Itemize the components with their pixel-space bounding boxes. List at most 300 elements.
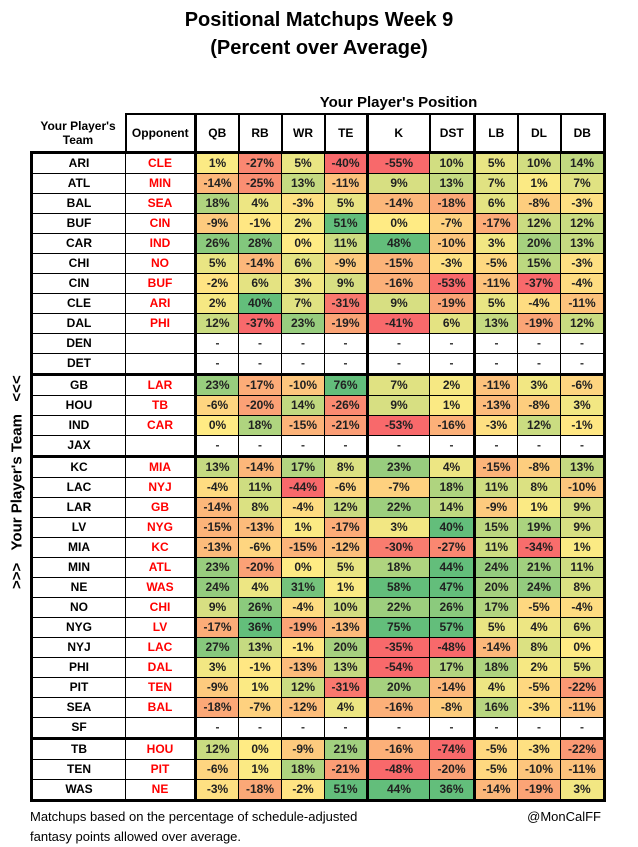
column-header-db: DB bbox=[561, 114, 605, 153]
table-row-hou bbox=[32, 396, 605, 416]
team-column-header: Your Player's Team bbox=[32, 114, 126, 153]
table-row-nyj bbox=[32, 638, 605, 658]
table-row-ten bbox=[32, 760, 605, 780]
matchup-cell-bal-qb: 18% bbox=[196, 194, 239, 214]
matchup-cell-sf-qb: - bbox=[196, 718, 239, 739]
team-cell: LV bbox=[32, 518, 126, 538]
matchup-cell-ten-db: -11% bbox=[561, 760, 605, 780]
matchup-cell-min-k: 18% bbox=[368, 558, 430, 578]
matchup-cell-sea-dl: -3% bbox=[518, 698, 561, 718]
matchup-cell-pit-dl: -5% bbox=[518, 678, 561, 698]
matchup-cell-det-te: - bbox=[325, 354, 368, 375]
matchup-cell-no-rb: 26% bbox=[239, 598, 282, 618]
matchup-cell-kc-db: 13% bbox=[561, 457, 605, 478]
matchup-cell-hou-k: 9% bbox=[368, 396, 430, 416]
matchup-cell-buf-dl: 12% bbox=[518, 214, 561, 234]
matchup-cell-ne-dst: 47% bbox=[430, 578, 475, 598]
matchup-cell-car-k: 48% bbox=[368, 234, 430, 254]
matchup-cell-ne-wr: 31% bbox=[282, 578, 325, 598]
matchup-cell-mia-dl: -34% bbox=[518, 538, 561, 558]
team-cell: LAC bbox=[32, 478, 126, 498]
matchup-cell-hou-db: 3% bbox=[561, 396, 605, 416]
matchup-cell-lv-lb: 15% bbox=[475, 518, 518, 538]
table-row-atl bbox=[32, 174, 605, 194]
table-header bbox=[32, 114, 605, 153]
matchup-cell-den-wr: - bbox=[282, 334, 325, 354]
team-cell: NYJ bbox=[32, 638, 126, 658]
matchup-cell-buf-lb: -17% bbox=[475, 214, 518, 234]
column-header-dst: DST bbox=[430, 114, 475, 153]
opponent-cell: NE bbox=[126, 780, 196, 801]
matchup-cell-det-db: - bbox=[561, 354, 605, 375]
matchup-cell-jax-k: - bbox=[368, 436, 430, 457]
matchup-cell-lac-qb: -4% bbox=[196, 478, 239, 498]
table-row-cle bbox=[32, 294, 605, 314]
matchup-cell-pit-k: 20% bbox=[368, 678, 430, 698]
matchup-cell-mia-lb: 11% bbox=[475, 538, 518, 558]
matchup-cell-det-dl: - bbox=[518, 354, 561, 375]
matchup-cell-tb-wr: -9% bbox=[282, 739, 325, 760]
matchup-cell-no-lb: 17% bbox=[475, 598, 518, 618]
matchup-cell-sf-rb: - bbox=[239, 718, 282, 739]
matchup-cell-det-qb: - bbox=[196, 354, 239, 375]
matchup-cell-nyj-lb: -14% bbox=[475, 638, 518, 658]
team-cell: CHI bbox=[32, 254, 126, 274]
opponent-cell bbox=[126, 718, 196, 739]
matchup-cell-min-te: 5% bbox=[325, 558, 368, 578]
matchup-cell-jax-qb: - bbox=[196, 436, 239, 457]
matchup-cell-nyg-lb: 5% bbox=[475, 618, 518, 638]
matchup-cell-ind-rb: 18% bbox=[239, 416, 282, 436]
column-header-k: K bbox=[368, 114, 430, 153]
matchup-cell-cin-lb: -11% bbox=[475, 274, 518, 294]
matchup-cell-no-te: 10% bbox=[325, 598, 368, 618]
matchup-cell-gb-qb: 23% bbox=[196, 375, 239, 396]
matchup-cell-det-k: - bbox=[368, 354, 430, 375]
matchup-cell-phi-lb: 18% bbox=[475, 658, 518, 678]
matchup-cell-dal-qb: 12% bbox=[196, 314, 239, 334]
matchup-cell-ari-te: -40% bbox=[325, 153, 368, 174]
matchup-cell-lac-dl: 8% bbox=[518, 478, 561, 498]
matchup-cell-hou-wr: 14% bbox=[282, 396, 325, 416]
table-row-gb bbox=[32, 375, 605, 396]
matchup-cell-sf-wr: - bbox=[282, 718, 325, 739]
team-cell: KC bbox=[32, 457, 126, 478]
matchup-cell-lar-dst: 14% bbox=[430, 498, 475, 518]
matchup-cell-dal-lb: 13% bbox=[475, 314, 518, 334]
matchup-cell-cin-qb: -2% bbox=[196, 274, 239, 294]
matchup-cell-pit-wr: 12% bbox=[282, 678, 325, 698]
team-cell: DET bbox=[32, 354, 126, 375]
table-row-kc bbox=[32, 457, 605, 478]
matchup-cell-bal-wr: -3% bbox=[282, 194, 325, 214]
footer-note-line1: Matchups based on the percentage of schedule-adjusted bbox=[30, 809, 358, 824]
table-row-no bbox=[32, 598, 605, 618]
opponent-cell: CLE bbox=[126, 153, 196, 174]
matchup-cell-lv-db: 9% bbox=[561, 518, 605, 538]
matchup-cell-cle-dst: -19% bbox=[430, 294, 475, 314]
matchup-cell-det-rb: - bbox=[239, 354, 282, 375]
matchup-cell-jax-rb: - bbox=[239, 436, 282, 457]
matchup-cell-mia-db: 1% bbox=[561, 538, 605, 558]
matchup-cell-tb-rb: 0% bbox=[239, 739, 282, 760]
team-cell: IND bbox=[32, 416, 126, 436]
matchup-cell-cle-wr: 7% bbox=[282, 294, 325, 314]
matchup-cell-cle-lb: 5% bbox=[475, 294, 518, 314]
matchup-cell-lar-wr: -4% bbox=[282, 498, 325, 518]
opponent-cell: TB bbox=[126, 396, 196, 416]
matchup-cell-gb-k: 7% bbox=[368, 375, 430, 396]
team-cell: WAS bbox=[32, 780, 126, 801]
matchup-cell-ten-rb: 1% bbox=[239, 760, 282, 780]
matchup-cell-pit-rb: 1% bbox=[239, 678, 282, 698]
matchup-cell-lv-te: -17% bbox=[325, 518, 368, 538]
matchup-cell-no-k: 22% bbox=[368, 598, 430, 618]
opponent-cell: HOU bbox=[126, 739, 196, 760]
opponent-cell: GB bbox=[126, 498, 196, 518]
table-row-car bbox=[32, 234, 605, 254]
team-cell: BAL bbox=[32, 194, 126, 214]
matchup-cell-lv-k: 3% bbox=[368, 518, 430, 538]
matchup-cell-pit-db: -22% bbox=[561, 678, 605, 698]
matchup-cell-ten-qb: -6% bbox=[196, 760, 239, 780]
matchup-cell-den-qb: - bbox=[196, 334, 239, 354]
matchup-cell-chi-dst: -3% bbox=[430, 254, 475, 274]
team-cell: PIT bbox=[32, 678, 126, 698]
matchup-cell-nyj-te: 20% bbox=[325, 638, 368, 658]
matchup-cell-no-dl: -5% bbox=[518, 598, 561, 618]
matchup-cell-tb-dl: -3% bbox=[518, 739, 561, 760]
table-row-den bbox=[32, 334, 605, 354]
matchup-cell-was-wr: -2% bbox=[282, 780, 325, 801]
matchup-cell-atl-dst: 13% bbox=[430, 174, 475, 194]
table-row-lar bbox=[32, 498, 605, 518]
matchup-cell-mia-dst: -27% bbox=[430, 538, 475, 558]
opponent-cell: TEN bbox=[126, 678, 196, 698]
matchup-cell-ne-qb: 24% bbox=[196, 578, 239, 598]
opponent-cell: MIA bbox=[126, 457, 196, 478]
matchup-cell-nyg-dl: 4% bbox=[518, 618, 561, 638]
matchup-cell-lac-lb: 11% bbox=[475, 478, 518, 498]
matchup-cell-dal-rb: -37% bbox=[239, 314, 282, 334]
table-row-buf bbox=[32, 214, 605, 234]
matchup-cell-lv-dl: 19% bbox=[518, 518, 561, 538]
credit-handle: @MonCalFF bbox=[527, 809, 601, 824]
opponent-cell: LV bbox=[126, 618, 196, 638]
team-cell: ATL bbox=[32, 174, 126, 194]
matchup-cell-no-wr: -4% bbox=[282, 598, 325, 618]
matchup-cell-cin-te: 9% bbox=[325, 274, 368, 294]
table-row-lv bbox=[32, 518, 605, 538]
matchup-cell-sf-db: - bbox=[561, 718, 605, 739]
matchup-cell-car-dst: -10% bbox=[430, 234, 475, 254]
matchup-cell-car-wr: 0% bbox=[282, 234, 325, 254]
matchup-cell-ari-k: -55% bbox=[368, 153, 430, 174]
table-row-phi bbox=[32, 658, 605, 678]
opponent-cell: MIN bbox=[126, 174, 196, 194]
matchup-cell-min-dl: 21% bbox=[518, 558, 561, 578]
matchup-cell-lac-k: -7% bbox=[368, 478, 430, 498]
matchup-cell-cle-te: -31% bbox=[325, 294, 368, 314]
matchup-cell-ne-lb: 20% bbox=[475, 578, 518, 598]
matchup-cell-ten-dst: -20% bbox=[430, 760, 475, 780]
matchup-cell-tb-db: -22% bbox=[561, 739, 605, 760]
matchup-cell-phi-db: 5% bbox=[561, 658, 605, 678]
matchup-cell-ind-k: -53% bbox=[368, 416, 430, 436]
matchup-cell-was-dl: -19% bbox=[518, 780, 561, 801]
matchup-cell-ne-rb: 4% bbox=[239, 578, 282, 598]
matchup-cell-ind-lb: -3% bbox=[475, 416, 518, 436]
team-cell: ARI bbox=[32, 153, 126, 174]
matchup-cell-ten-dl: -10% bbox=[518, 760, 561, 780]
matchup-cell-no-db: -4% bbox=[561, 598, 605, 618]
matchup-cell-cin-rb: 6% bbox=[239, 274, 282, 294]
opponent-cell: KC bbox=[126, 538, 196, 558]
matchup-cell-nyg-te: -13% bbox=[325, 618, 368, 638]
matchup-cell-lar-dl: 1% bbox=[518, 498, 561, 518]
matchup-cell-lv-rb: -13% bbox=[239, 518, 282, 538]
matchup-cell-cin-db: -4% bbox=[561, 274, 605, 294]
opponent-cell: ARI bbox=[126, 294, 196, 314]
matchup-cell-car-rb: 28% bbox=[239, 234, 282, 254]
matchup-cell-tb-lb: -5% bbox=[475, 739, 518, 760]
matchup-cell-jax-dl: - bbox=[518, 436, 561, 457]
matchup-cell-nyj-dst: -48% bbox=[430, 638, 475, 658]
matchup-cell-min-dst: 44% bbox=[430, 558, 475, 578]
matchup-table bbox=[30, 113, 606, 802]
matchup-cell-buf-dst: -7% bbox=[430, 214, 475, 234]
opponent-cell: NYG bbox=[126, 518, 196, 538]
matchup-cell-mia-k: -30% bbox=[368, 538, 430, 558]
table-row-lac bbox=[32, 478, 605, 498]
matchup-cell-nyj-qb: 27% bbox=[196, 638, 239, 658]
matchup-cell-jax-db: - bbox=[561, 436, 605, 457]
matchup-cell-atl-dl: 1% bbox=[518, 174, 561, 194]
team-cell: HOU bbox=[32, 396, 126, 416]
team-cell: NO bbox=[32, 598, 126, 618]
matchup-cell-sf-lb: - bbox=[475, 718, 518, 739]
matchup-cell-pit-qb: -9% bbox=[196, 678, 239, 698]
table-row-dal bbox=[32, 314, 605, 334]
matchup-cell-no-qb: 9% bbox=[196, 598, 239, 618]
matchup-cell-nyg-wr: -19% bbox=[282, 618, 325, 638]
matchup-cell-nyg-qb: -17% bbox=[196, 618, 239, 638]
matchup-cell-dal-k: -41% bbox=[368, 314, 430, 334]
team-cell: MIA bbox=[32, 538, 126, 558]
table-row-sf bbox=[32, 718, 605, 739]
matchup-cell-den-rb: - bbox=[239, 334, 282, 354]
matchup-cell-was-qb: -3% bbox=[196, 780, 239, 801]
team-cell: TB bbox=[32, 739, 126, 760]
matchup-cell-nyg-rb: 36% bbox=[239, 618, 282, 638]
table-row-was bbox=[32, 780, 605, 801]
opponent-cell: ATL bbox=[126, 558, 196, 578]
matchup-cell-den-db: - bbox=[561, 334, 605, 354]
matchup-cell-ari-wr: 5% bbox=[282, 153, 325, 174]
matchup-cell-bal-lb: 6% bbox=[475, 194, 518, 214]
matchup-cell-ind-qb: 0% bbox=[196, 416, 239, 436]
table-row-chi bbox=[32, 254, 605, 274]
matchup-cell-ind-dl: 12% bbox=[518, 416, 561, 436]
opponent-cell: SEA bbox=[126, 194, 196, 214]
opponent-cell: NYJ bbox=[126, 478, 196, 498]
team-cell: GB bbox=[32, 375, 126, 396]
matchup-cell-cle-rb: 40% bbox=[239, 294, 282, 314]
table-body bbox=[32, 153, 605, 801]
team-cell: MIN bbox=[32, 558, 126, 578]
matchup-cell-buf-te: 51% bbox=[325, 214, 368, 234]
matchup-cell-kc-rb: -14% bbox=[239, 457, 282, 478]
opponent-cell: CAR bbox=[126, 416, 196, 436]
matchup-cell-dal-te: -19% bbox=[325, 314, 368, 334]
matchup-cell-kc-te: 8% bbox=[325, 457, 368, 478]
matchup-cell-chi-lb: -5% bbox=[475, 254, 518, 274]
table-row-cin bbox=[32, 274, 605, 294]
matchup-cell-ten-te: -21% bbox=[325, 760, 368, 780]
table-row-bal bbox=[32, 194, 605, 214]
opponent-cell: PHI bbox=[126, 314, 196, 334]
table-row-tb bbox=[32, 739, 605, 760]
matchup-cell-den-k: - bbox=[368, 334, 430, 354]
matchup-cell-gb-rb: -17% bbox=[239, 375, 282, 396]
matchup-cell-car-lb: 3% bbox=[475, 234, 518, 254]
matchup-cell-hou-rb: -20% bbox=[239, 396, 282, 416]
matchup-cell-tb-dst: -74% bbox=[430, 739, 475, 760]
matchup-cell-bal-db: -3% bbox=[561, 194, 605, 214]
matchup-cell-bal-te: 5% bbox=[325, 194, 368, 214]
matchup-cell-lar-te: 12% bbox=[325, 498, 368, 518]
team-cell: CAR bbox=[32, 234, 126, 254]
matchup-cell-ne-db: 8% bbox=[561, 578, 605, 598]
matchup-cell-min-rb: -20% bbox=[239, 558, 282, 578]
matchup-cell-phi-qb: 3% bbox=[196, 658, 239, 678]
matchup-cell-cin-dst: -53% bbox=[430, 274, 475, 294]
opponent-column-header: Opponent bbox=[126, 114, 196, 153]
matchup-cell-ari-rb: -27% bbox=[239, 153, 282, 174]
team-cell: PHI bbox=[32, 658, 126, 678]
matchup-cell-jax-lb: - bbox=[475, 436, 518, 457]
matchup-cell-cle-k: 9% bbox=[368, 294, 430, 314]
matchup-cell-cin-k: -16% bbox=[368, 274, 430, 294]
matchup-cell-was-dst: 36% bbox=[430, 780, 475, 801]
table-row-pit bbox=[32, 678, 605, 698]
matchup-cell-hou-dl: -8% bbox=[518, 396, 561, 416]
opponent-cell: PIT bbox=[126, 760, 196, 780]
matchup-cell-det-wr: - bbox=[282, 354, 325, 375]
matchup-cell-sea-te: 4% bbox=[325, 698, 368, 718]
matchup-cell-ind-wr: -15% bbox=[282, 416, 325, 436]
footer bbox=[30, 807, 603, 847]
matchup-cell-kc-lb: -15% bbox=[475, 457, 518, 478]
matchup-cell-chi-te: -9% bbox=[325, 254, 368, 274]
matchup-cell-jax-dst: - bbox=[430, 436, 475, 457]
matchup-cell-no-dst: 26% bbox=[430, 598, 475, 618]
column-header-lb: LB bbox=[475, 114, 518, 153]
matchup-cell-sea-rb: -7% bbox=[239, 698, 282, 718]
matchup-cell-min-db: 11% bbox=[561, 558, 605, 578]
matchup-cell-buf-rb: -1% bbox=[239, 214, 282, 234]
column-header-wr: WR bbox=[282, 114, 325, 153]
matchup-cell-ari-lb: 5% bbox=[475, 153, 518, 174]
matchup-cell-lac-rb: 11% bbox=[239, 478, 282, 498]
matchup-cell-cin-dl: -37% bbox=[518, 274, 561, 294]
opponent-cell bbox=[126, 354, 196, 375]
table-row-mia bbox=[32, 538, 605, 558]
matchup-cell-lar-lb: -9% bbox=[475, 498, 518, 518]
matchup-cell-hou-qb: -6% bbox=[196, 396, 239, 416]
team-cell: NYG bbox=[32, 618, 126, 638]
matchup-cell-nyj-db: 0% bbox=[561, 638, 605, 658]
matchup-cell-lv-dst: 40% bbox=[430, 518, 475, 538]
matchup-cell-kc-k: 23% bbox=[368, 457, 430, 478]
team-cell: SF bbox=[32, 718, 126, 739]
matchup-cell-atl-db: 7% bbox=[561, 174, 605, 194]
matchup-cell-den-dst: - bbox=[430, 334, 475, 354]
matchup-cell-nyg-dst: 57% bbox=[430, 618, 475, 638]
matchup-cell-lac-wr: -44% bbox=[282, 478, 325, 498]
matchup-cell-jax-wr: - bbox=[282, 436, 325, 457]
matchup-cell-nyj-k: -35% bbox=[368, 638, 430, 658]
team-axis-label: >>> Your Player's Team <<< bbox=[8, 375, 26, 589]
matchup-cell-nyg-db: 6% bbox=[561, 618, 605, 638]
header-row bbox=[32, 114, 605, 153]
matchup-cell-gb-dst: 2% bbox=[430, 375, 475, 396]
table-row-sea bbox=[32, 698, 605, 718]
matchup-cell-tb-te: 21% bbox=[325, 739, 368, 760]
matchup-cell-sea-qb: -18% bbox=[196, 698, 239, 718]
opponent-cell: LAC bbox=[126, 638, 196, 658]
matchup-cell-den-dl: - bbox=[518, 334, 561, 354]
matchup-cell-kc-dl: -8% bbox=[518, 457, 561, 478]
matchup-cell-ten-wr: 18% bbox=[282, 760, 325, 780]
matchup-cell-lar-qb: -14% bbox=[196, 498, 239, 518]
matchup-cell-sea-dst: -8% bbox=[430, 698, 475, 718]
table-row-ne bbox=[32, 578, 605, 598]
matchup-cell-ten-lb: -5% bbox=[475, 760, 518, 780]
matchup-cell-ari-dst: 10% bbox=[430, 153, 475, 174]
matchup-cell-ari-qb: 1% bbox=[196, 153, 239, 174]
matchup-cell-dal-wr: 23% bbox=[282, 314, 325, 334]
matchup-cell-atl-wr: 13% bbox=[282, 174, 325, 194]
matchup-cell-pit-dst: -14% bbox=[430, 678, 475, 698]
matchup-cell-cle-dl: -4% bbox=[518, 294, 561, 314]
matchup-cell-ne-k: 58% bbox=[368, 578, 430, 598]
table-row-min bbox=[32, 558, 605, 578]
matchup-cell-atl-te: -11% bbox=[325, 174, 368, 194]
team-cell: BUF bbox=[32, 214, 126, 234]
opponent-cell: CIN bbox=[126, 214, 196, 234]
table-row-det bbox=[32, 354, 605, 375]
matchup-cell-tb-k: -16% bbox=[368, 739, 430, 760]
matchup-cell-ari-dl: 10% bbox=[518, 153, 561, 174]
title-block bbox=[0, 0, 638, 62]
matchup-cell-hou-lb: -13% bbox=[475, 396, 518, 416]
matchup-cell-was-te: 51% bbox=[325, 780, 368, 801]
matchup-cell-gb-db: -6% bbox=[561, 375, 605, 396]
opponent-cell bbox=[126, 334, 196, 354]
opponent-cell: CHI bbox=[126, 598, 196, 618]
matchup-cell-buf-db: 12% bbox=[561, 214, 605, 234]
matchup-cell-pit-te: -31% bbox=[325, 678, 368, 698]
column-header-qb: QB bbox=[196, 114, 239, 153]
matchup-cell-cle-db: -11% bbox=[561, 294, 605, 314]
matchup-cell-phi-rb: -1% bbox=[239, 658, 282, 678]
position-axis bbox=[30, 94, 603, 111]
matchup-cell-nyg-k: 75% bbox=[368, 618, 430, 638]
matchup-cell-sea-k: -16% bbox=[368, 698, 430, 718]
matchup-cell-hou-te: -26% bbox=[325, 396, 368, 416]
matchup-cell-buf-wr: 2% bbox=[282, 214, 325, 234]
